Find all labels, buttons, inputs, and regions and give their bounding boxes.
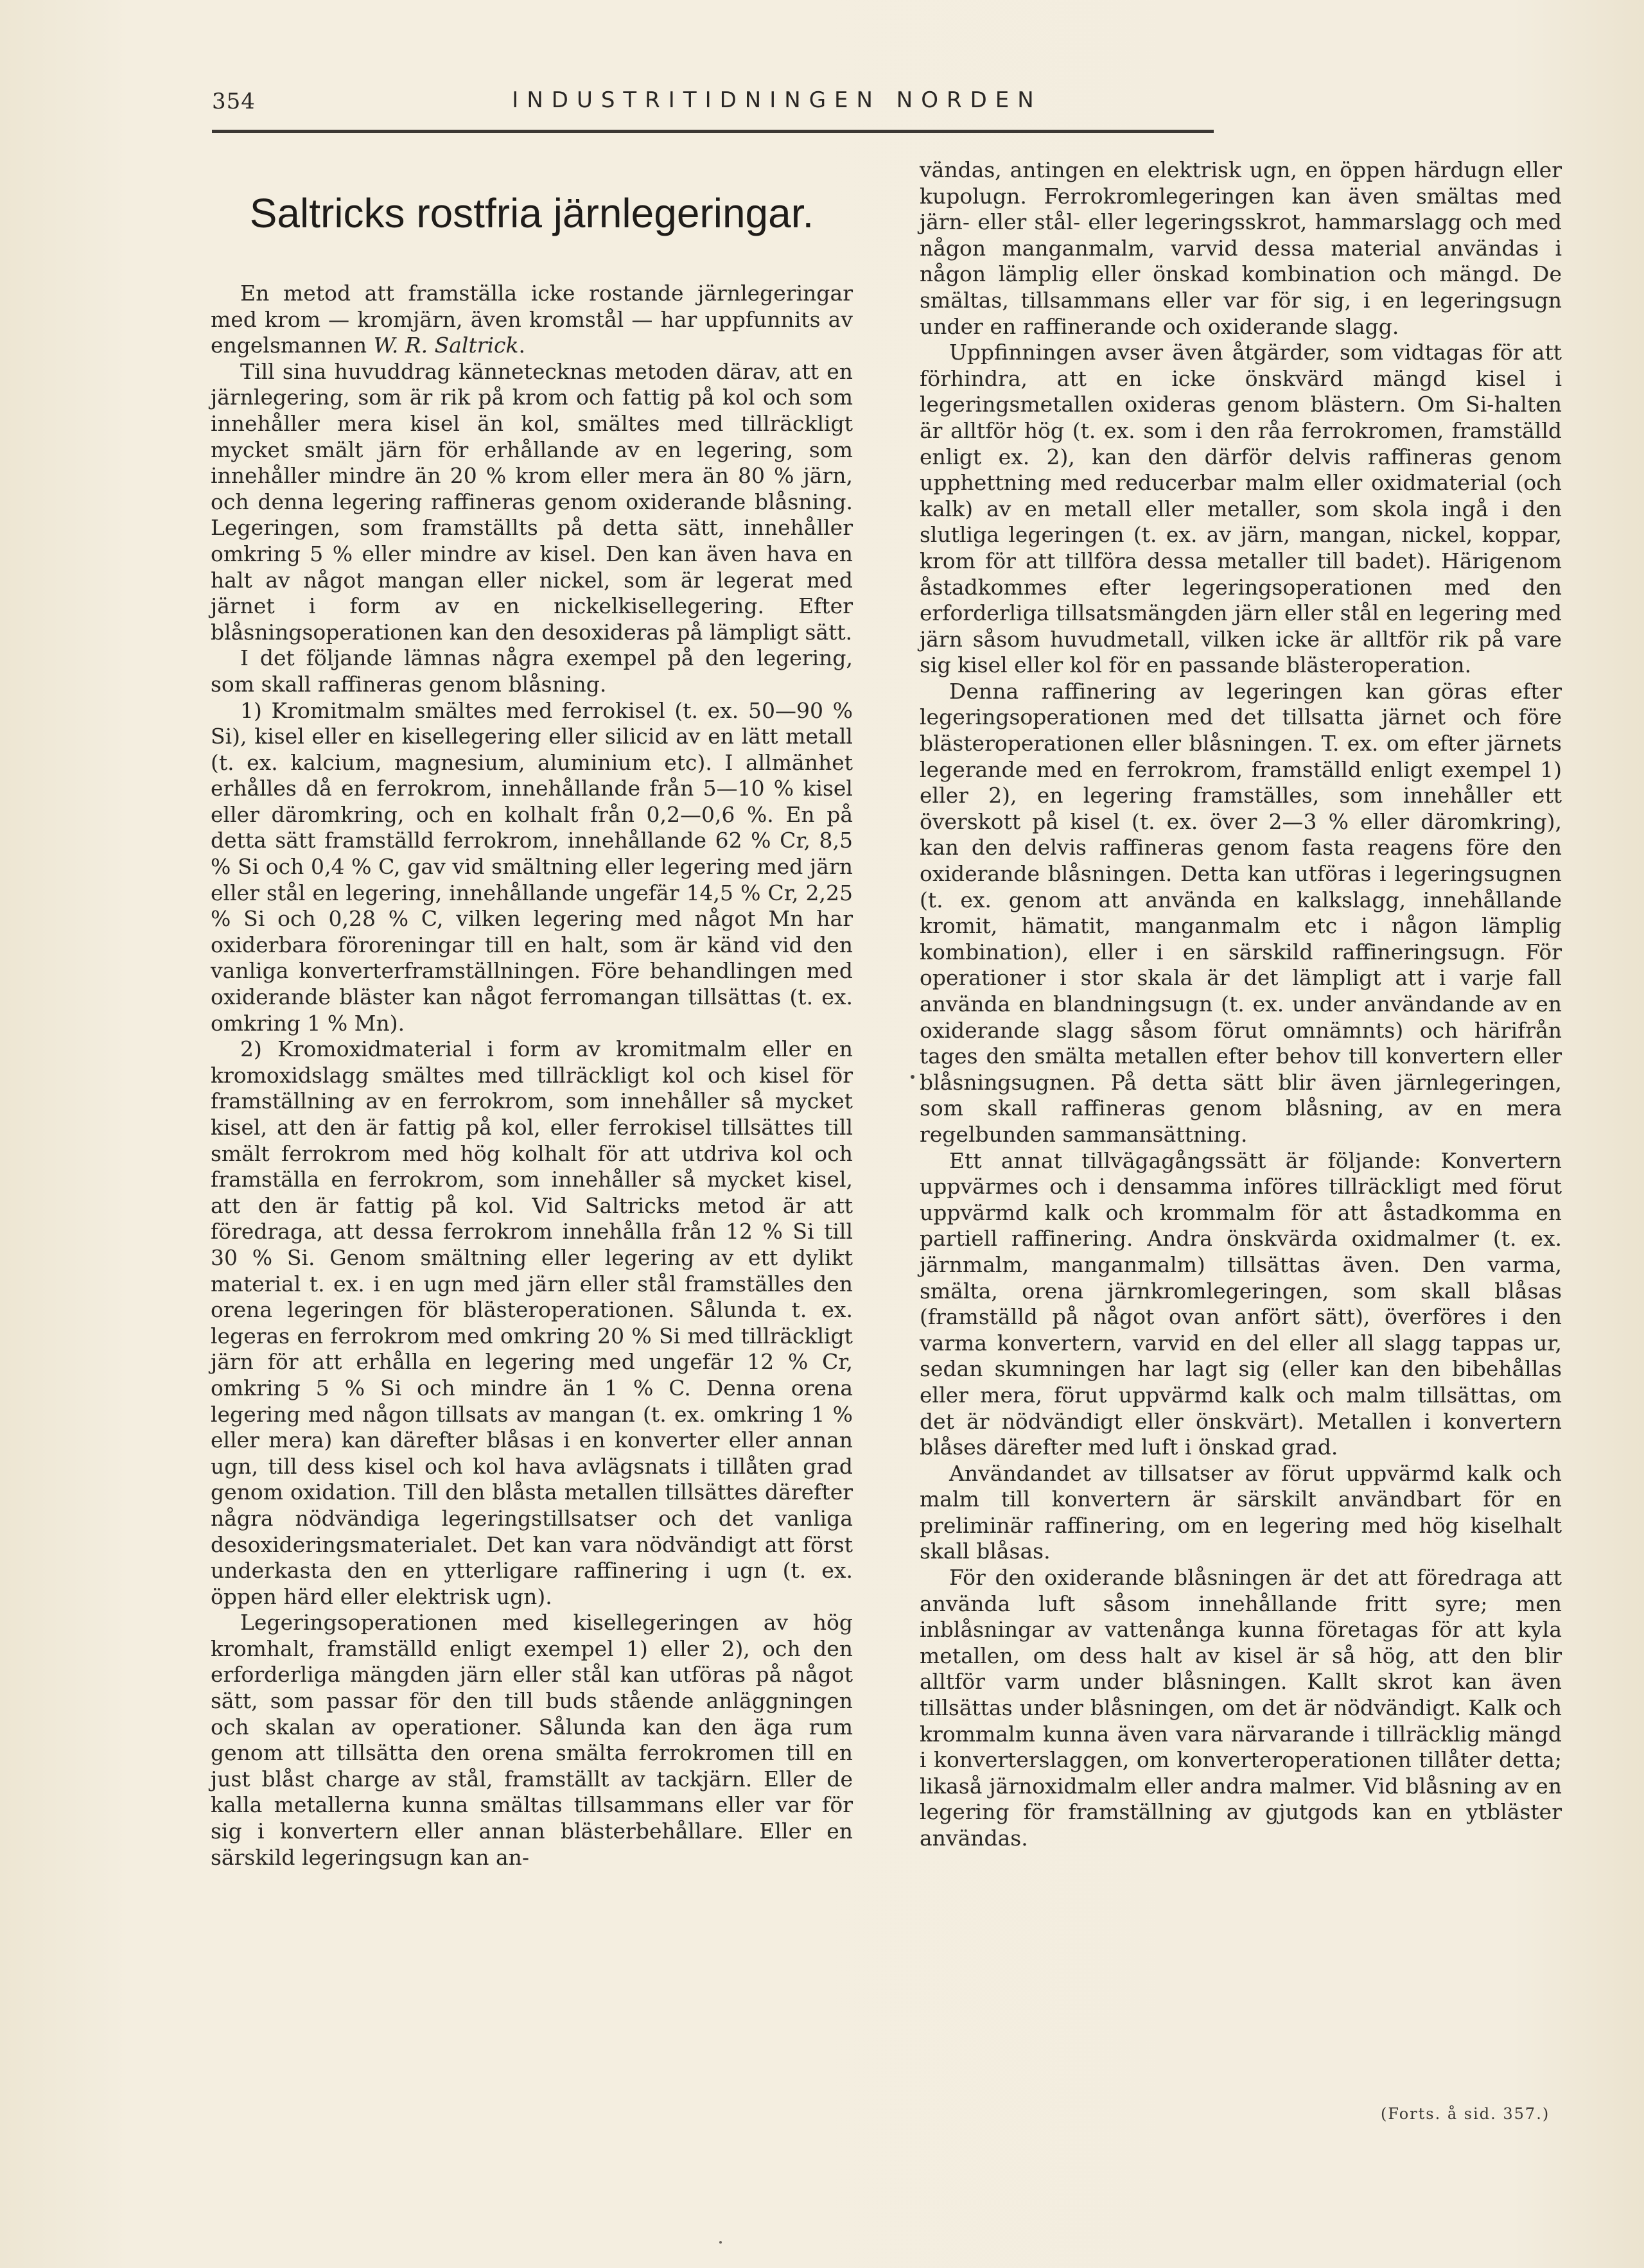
page-header (212, 89, 1214, 134)
intro-text: En metod att framställa icke rostande järnlegeringar med krom — kromjärn, även kromstål — har uppfunnits av engelsmannen (211, 281, 853, 358)
paragraph-left: Legeringsoperationen med kisellegeringen av hög kromhalt, framställd enligt exempel 1) eller 2), och den erforderliga mängden järn eller stål kan utföras på något sätt, som passar för den till buds stående anläggningen och skalan av operationer. Sålunda kan den äga rum genom att tillsätta den orena smälta ferrokromen till en just blåst charge av stål, framställt av tackjärn. Eller de kalla metallerna kunna smältas tillsammans eller var för sig i konvertern eller annan blästerbehållare. Eller en särskild legeringsugn kan an- (211, 1610, 853, 1870)
paragraph-right: För den oxiderande blåsningen är det att föredraga att använda luft såsom innehållande fritt syre; men inblåsningar av vattenånga kunna företagas för att kyla metallen, om dess halt av kisel är så hög, att den blir alltför varm under blåsningen. Kallt skrot kan även tillsättas under blåsningen, om det är nödvändigt. Kalk och krommalm kunna även vara närvarande i tillräcklig mängd i konverterslaggen, om konverteroperationen tillåter detta; likaså järnoxidmalm eller andra malmer. Vid blåsning av en legering för framställning av gjutgods kan en ytbläster användas. (920, 1565, 1562, 1851)
paragraph-right: Uppfinningen avser även åtgärder, som vidtagas för att förhindra, att en icke önskvärd mängd kisel i legeringsmetallen oxideras genom blästern. Om Si-halten är alltför hög (t. ex. som i den råa ferrokromen, framställd enligt ex. 2), kan den därför delvis raffineras genom upphettning med reducerbar malm eller oxidmaterial (och kalk) av en metall eller metaller, som skola ingå i den slutliga legeringen (t. ex. av järn, mangan, nickel, koppar, krom för att tillföra dessa metaller till badet). Härigenom åstadkommes efter legeringsoperationen med den erforderliga tillsatsmängden järn eller stål en legering med järn såsom huvudmetall, vilken icke är alltför rik på vare sig kisel eller kol för en passande blästeroperation. (920, 340, 1562, 678)
paragraph-left: 2) Kromoxidmaterial i form av kromitmalm eller en kromoxidslagg smältes med tillräckligt kol och kisel för framställning av en ferrokrom, som innehåller så mycket kisel, att den är fattig på kol, eller ferrokisel tillsättes till smält ferrokrom med hög kolhalt för att utdriva kol och framställa en ferrokrom, som innehåller så mycket kisel, att den är fattig på kol. Vid Saltricks metod är att föredraga, att dessa ferrokrom innehålla från 12 % Si till 30 % Si. Genom smältning eller legering av ett dylikt material t. ex. i en ugn med järn eller stål framställes den orena legeringen för blästeroperationen. Sålunda t. ex. legeras en ferrokrom med omkring 20 % Si med tillräckligt järn för att erhålla en legering med ungefär 12 % Cr, omkring 5 % Si och mindre än 1 % C. Denna orena legering med någon tillsats av mangan (t. ex. omkring 1 % eller mera) kan därefter blåsas i en konverter eller annan ugn, till dess kisel och kol hava avlägsnats i tillåten grad genom oxidation. Till den blåsta metallen tillsättes därefter några nödvändiga legeringstillsatser och det vanliga desoxideringsmaterialet. Det kan vara nödvändigt att först underkasta den en ytterligare raffinering i ugn (t. ex. öppen härd eller elektrisk ugn). (211, 1036, 853, 1609)
left-column (211, 189, 853, 1871)
gutter-mark (911, 1075, 914, 1079)
continuation-note: (Forts. å sid. 357.) (1381, 2105, 1550, 2123)
running-title: INDUSTRITIDNINGEN NORDEN (512, 87, 1042, 113)
header-rule (212, 130, 1214, 133)
paragraph-left: 1) Kromitmalm smältes med ferrokisel (t. ex. 50—90 % Si), kisel eller en kisellegering eller silicid av en lätt metall (t. ex. kalcium, magnesium, aluminium etc). I allmänhet erhålles då en ferrokrom, innehållande från 5—10 % kisel eller däromkring, och en kolhalt från 0,2—0,6 %. En på detta sätt framställd ferrokrom, innehållande 62 % Cr, 8,5 % Si och 0,4 % C, gav vid smältning eller legering med järn eller stål en legering, innehållande ungefär 14,5 % Cr, 2,25 % Si och 0,28 % C, vilken legering med något Mn har oxiderbara föroreningar till en halt, som är känd vid den vanliga konverterframställningen. Före behandlingen med oxiderande bläster kan något ferromangan tillsättas (t. ex. omkring 1 % Mn). (211, 697, 853, 1036)
inventor-name: W. R. Saltrick (373, 333, 519, 358)
paragraph-left: I det följande lämnas några exempel på den legering, som skall raffineras genom blåsning. (211, 645, 853, 697)
paragraph-right: Denna raffinering av legeringen kan göras efter legeringsoperationen med det tillsatta järnet och före blästeroperationen eller blåsningen. T. ex. om efter järnets legerande med en ferrokrom, framställd enligt exempel 1) eller 2), en legering framställes, som innehåller ett överskott på kisel (t. ex. över 2—3 % eller däromkring), kan den delvis raffineras genom fasta reagens före den oxiderande blåsningen. Detta kan utföras i legeringsugnen (t. ex. genom att använda en kalkslagg, innehållande kromit, hämatit, manganmalm etc i någon lämplig kombination), eller i en särskild raffineringsugn. För operationer i stor skala är det lämpligt att i varje fall använda en blandningsugn (t. ex. under användande av en oxiderande slagg såsom förut omnämnts) och härifrån tages den smälta metallen efter behov till konvertern eller blåsningsugnen. På detta sätt blir även järnlegeringen, som skall raffineras genom blåsning, av en mera regelbunden sammansättning. (920, 678, 1562, 1147)
paragraph-intro (211, 281, 853, 359)
paragraph-left: Till sina huvuddrag kännetecknas metoden därav, att en järnlegering, som är rik på krom och fattig på kol och som innehåller mera kisel än kol, smältes med tillräckligt mycket smält järn för erhållande av en legering, som innehåller mindre än 20 % krom eller mera än 80 % järn, och denna legering raffineras genom oxiderande blåsning. Legeringen, som framställts på detta sätt, innehåller omkring 5 % eller mindre av kisel. Den kan även hava en halt av något mangan eller nickel, som är legerat med järnet i form av en nickelkisellegering. Efter blåsningsoperationen kan den desoxideras på lämpligt sätt. (211, 358, 853, 645)
intro-end: . (518, 333, 526, 358)
paragraph-right: Ett annat tillvägagångssätt är följande: Konvertern uppvärmes och i densamma införes tillräckligt med förut uppvärmd kalk och krommalm för att åstadkomma en partiell raffinering. Andra önskvärda oxidmalmer (t. ex. järnmalm, manganmalm) tillsättas även. Den varma, smälta, orena järnkromlegeringen, som skall blåsas (framställd på något ovan anfört sätt), överföres i den varma konvertern, varvid en del eller all slagg tappas ur, sedan skumningen har lagt sig (eller kan den bibehållas eller mera, förut uppvärmd kalk och malm tillsättas, om det är nödvändigt eller önskvärt). Metallen i konvertern blåses därefter med luft i önskad grad. (920, 1147, 1562, 1460)
paragraph-right: Användandet av tillsatser av förut uppvärmd kalk och malm till konvertern är särskilt användbart för en preliminär raffinering, om en legering med hög kiselhalt skall blåsas. (920, 1460, 1562, 1564)
fold-mark (719, 2241, 722, 2244)
page-number: 354 (212, 89, 256, 114)
paragraph-right: vändas, antingen en elektrisk ugn, en öppen härdugn eller kupolugn. Ferrokromlegeringen kan även smältas med järn- eller stål- eller legeringsskrot, hammarslagg och med någon manganmalm, varvid dessa material användas i någon lämplig eller önskad kombination och mängd. De smältas, tillsammans eller var för sig, i en legeringsugn under en raffinerande och oxiderande slagg. (920, 157, 1562, 339)
right-column (920, 157, 1562, 1852)
article-title: Saltricks rostfria järnlegeringar. (249, 190, 814, 236)
